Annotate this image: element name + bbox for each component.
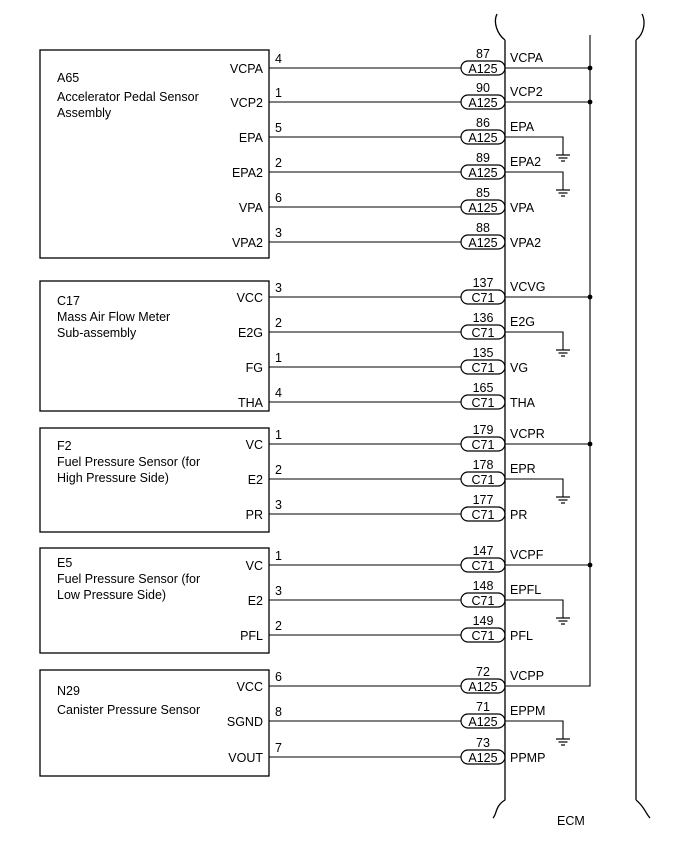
connector-code: C71 [471, 559, 495, 573]
wire [505, 137, 563, 155]
pin-number: 2 [275, 463, 282, 477]
connector-code: C71 [471, 594, 495, 608]
ecm-terminal-label: VCPP [510, 669, 545, 683]
ecm-terminal-label: PPMP [510, 751, 546, 765]
pin-number: 1 [275, 86, 282, 100]
ecm-pin-number: 86 [476, 116, 490, 130]
pin-number: 4 [275, 386, 282, 400]
ecm-pin-number: 177 [472, 493, 494, 507]
ground-icon [556, 497, 570, 503]
ecm-terminal-label: VCPF [510, 548, 544, 562]
component-name: Canister Pressure Sensor [57, 703, 201, 717]
signal-label: VPA2 [231, 236, 263, 250]
ground-icon [556, 190, 570, 196]
signal-label: E2G [237, 326, 263, 340]
ecm-pin-number: 87 [476, 47, 490, 61]
component-name: Assembly [57, 106, 112, 120]
pin-number: 3 [275, 498, 282, 512]
component-f2 [40, 423, 592, 532]
ecm-terminal-label: EPR [510, 462, 536, 476]
signal-label: SGND [226, 715, 263, 729]
signal-label: VCPA [229, 62, 263, 76]
ecm-terminal-label: THA [510, 396, 535, 410]
wire [505, 332, 563, 350]
ecm-terminal-label: EPA2 [510, 155, 542, 169]
wire [505, 721, 563, 739]
ecm-terminal-label: VPA2 [510, 236, 542, 250]
component-code: A65 [57, 71, 80, 85]
ecm-pin-number: 147 [472, 544, 494, 558]
ground-icon [556, 739, 570, 745]
signal-label: VCP2 [230, 96, 263, 110]
circuit-epr [248, 458, 570, 503]
ecm-terminal-label: E2G [510, 315, 536, 329]
component-code: C17 [57, 294, 80, 308]
ecm-pin-number: 165 [472, 381, 494, 395]
ecm-terminal-label: EPA [510, 120, 535, 134]
pin-number: 6 [275, 670, 282, 684]
signal-label: VCC [236, 680, 263, 694]
ground-icon [556, 618, 570, 624]
signal-label: VC [245, 438, 263, 452]
pin-number: 3 [275, 281, 282, 295]
ecm-pin-number: 179 [472, 423, 494, 437]
ecm-pin-number: 149 [472, 614, 494, 628]
component-layer [40, 47, 592, 776]
circuit-vcp2 [230, 81, 592, 110]
component-code: N29 [57, 684, 80, 698]
signal-label: VOUT [228, 751, 263, 765]
component-c17 [40, 276, 592, 411]
component-e5 [40, 544, 592, 653]
ecm-terminal-label: PFL [510, 629, 533, 643]
ecm-pin-number: 136 [472, 311, 494, 325]
component-a65 [40, 47, 592, 258]
pin-number: 8 [275, 705, 282, 719]
ecm-pin-number: 135 [472, 346, 494, 360]
pin-number: 4 [275, 52, 282, 66]
pin-number: 2 [275, 316, 282, 330]
connector-code: A125 [468, 166, 498, 180]
signal-label: FG [245, 361, 263, 375]
wire [505, 479, 563, 497]
ecm-terminal-label: EPFL [510, 583, 542, 597]
component-name: Accelerator Pedal Sensor [57, 90, 199, 104]
ecm-pin-number: 148 [472, 579, 494, 593]
signal-label: THA [238, 396, 263, 410]
circuit-eppm [227, 700, 570, 745]
connector-code: C71 [471, 396, 495, 410]
connector-code: A125 [468, 680, 498, 694]
connector-code: C71 [471, 291, 495, 305]
component-name: Low Pressure Side) [57, 588, 167, 602]
signal-label: E2 [247, 473, 263, 487]
signal-label: VCC [236, 291, 263, 305]
component-name: Sub-assembly [57, 326, 137, 340]
ecm-pin-number: 85 [476, 186, 490, 200]
pin-number: 1 [275, 549, 282, 563]
connector-code: A125 [468, 131, 498, 145]
connector-code: A125 [468, 96, 498, 110]
ecm-terminal-label: VCP2 [510, 85, 543, 99]
ecm-terminal-label: VG [510, 361, 529, 375]
circuit-vcpp [237, 665, 590, 694]
pin-number: 2 [275, 156, 282, 170]
circuit-ppmp [228, 736, 545, 765]
ecm-pin-number: 71 [476, 700, 490, 714]
circuit-pr [246, 493, 528, 522]
circuit-vcpf [246, 544, 593, 573]
circuit-vcvg [237, 276, 593, 305]
wire [505, 600, 563, 618]
circuit-vpa2 [232, 221, 541, 250]
signal-label: VC [245, 559, 263, 573]
signal-label: PFL [240, 629, 263, 643]
component-name: Mass Air Flow Meter [57, 310, 171, 324]
ecm-outline [493, 14, 650, 818]
ecm-terminal-label: VCPA [510, 51, 544, 65]
ecm-terminal-label: PR [510, 508, 528, 522]
signal-label: VPA [238, 201, 263, 215]
signal-label: EPA [238, 131, 263, 145]
ecm-terminal-label: EPPM [510, 704, 546, 718]
pin-number: 6 [275, 191, 282, 205]
circuit-epfl [248, 579, 570, 624]
ecm-terminal-label: VPA [510, 201, 535, 215]
ecm-pin-number: 90 [476, 81, 490, 95]
ecm-pin-number: 178 [472, 458, 494, 472]
pin-number: 3 [275, 226, 282, 240]
circuit-vcpr [246, 423, 593, 452]
connector-code: A125 [468, 751, 498, 765]
circuit-vg [246, 346, 528, 375]
connector-code: C71 [471, 361, 495, 375]
ecm-label: ECM [557, 814, 585, 828]
circuit-vcpa [230, 47, 593, 76]
pin-number: 1 [275, 428, 282, 442]
ecm-terminal-label: VCPR [510, 427, 545, 441]
pin-number: 5 [275, 121, 282, 135]
connector-code: A125 [468, 62, 498, 76]
ecm-unit [493, 14, 650, 818]
ecm-pin-number: 73 [476, 736, 490, 750]
signal-label: PR [245, 508, 263, 522]
circuit-vpa [239, 186, 535, 215]
connector-code: A125 [468, 236, 498, 250]
connector-code: C71 [471, 473, 495, 487]
component-code: F2 [57, 439, 72, 453]
component-name: High Pressure Side) [57, 471, 169, 485]
pin-number: 1 [275, 351, 282, 365]
circuit-pfl [240, 614, 533, 643]
ecm-pin-number: 72 [476, 665, 490, 679]
ecm-pin-number: 89 [476, 151, 490, 165]
circuit-tha [238, 381, 536, 410]
ecm-pin-number: 88 [476, 221, 490, 235]
connector-code: A125 [468, 201, 498, 215]
component-name: Fuel Pressure Sensor (for [57, 455, 201, 469]
circuit-epa2 [232, 151, 570, 196]
signal-label: E2 [247, 594, 263, 608]
ground-icon [556, 155, 570, 161]
connector-code: A125 [468, 715, 498, 729]
pin-number: 3 [275, 584, 282, 598]
ecm-terminal-label: VCVG [510, 280, 546, 294]
signal-label: EPA2 [231, 166, 263, 180]
wire [505, 172, 563, 190]
pin-number: 7 [275, 741, 282, 755]
ground-icon [556, 350, 570, 356]
pin-number: 2 [275, 619, 282, 633]
connector-code: C71 [471, 438, 495, 452]
component-name: Fuel Pressure Sensor (for [57, 572, 201, 586]
connector-code: C71 [471, 326, 495, 340]
circuit-e2g [238, 311, 570, 356]
connector-code: C71 [471, 629, 495, 643]
ecm-pin-number: 137 [472, 276, 494, 290]
component-code: E5 [57, 556, 73, 570]
component-n29 [40, 665, 590, 776]
connector-code: C71 [471, 508, 495, 522]
